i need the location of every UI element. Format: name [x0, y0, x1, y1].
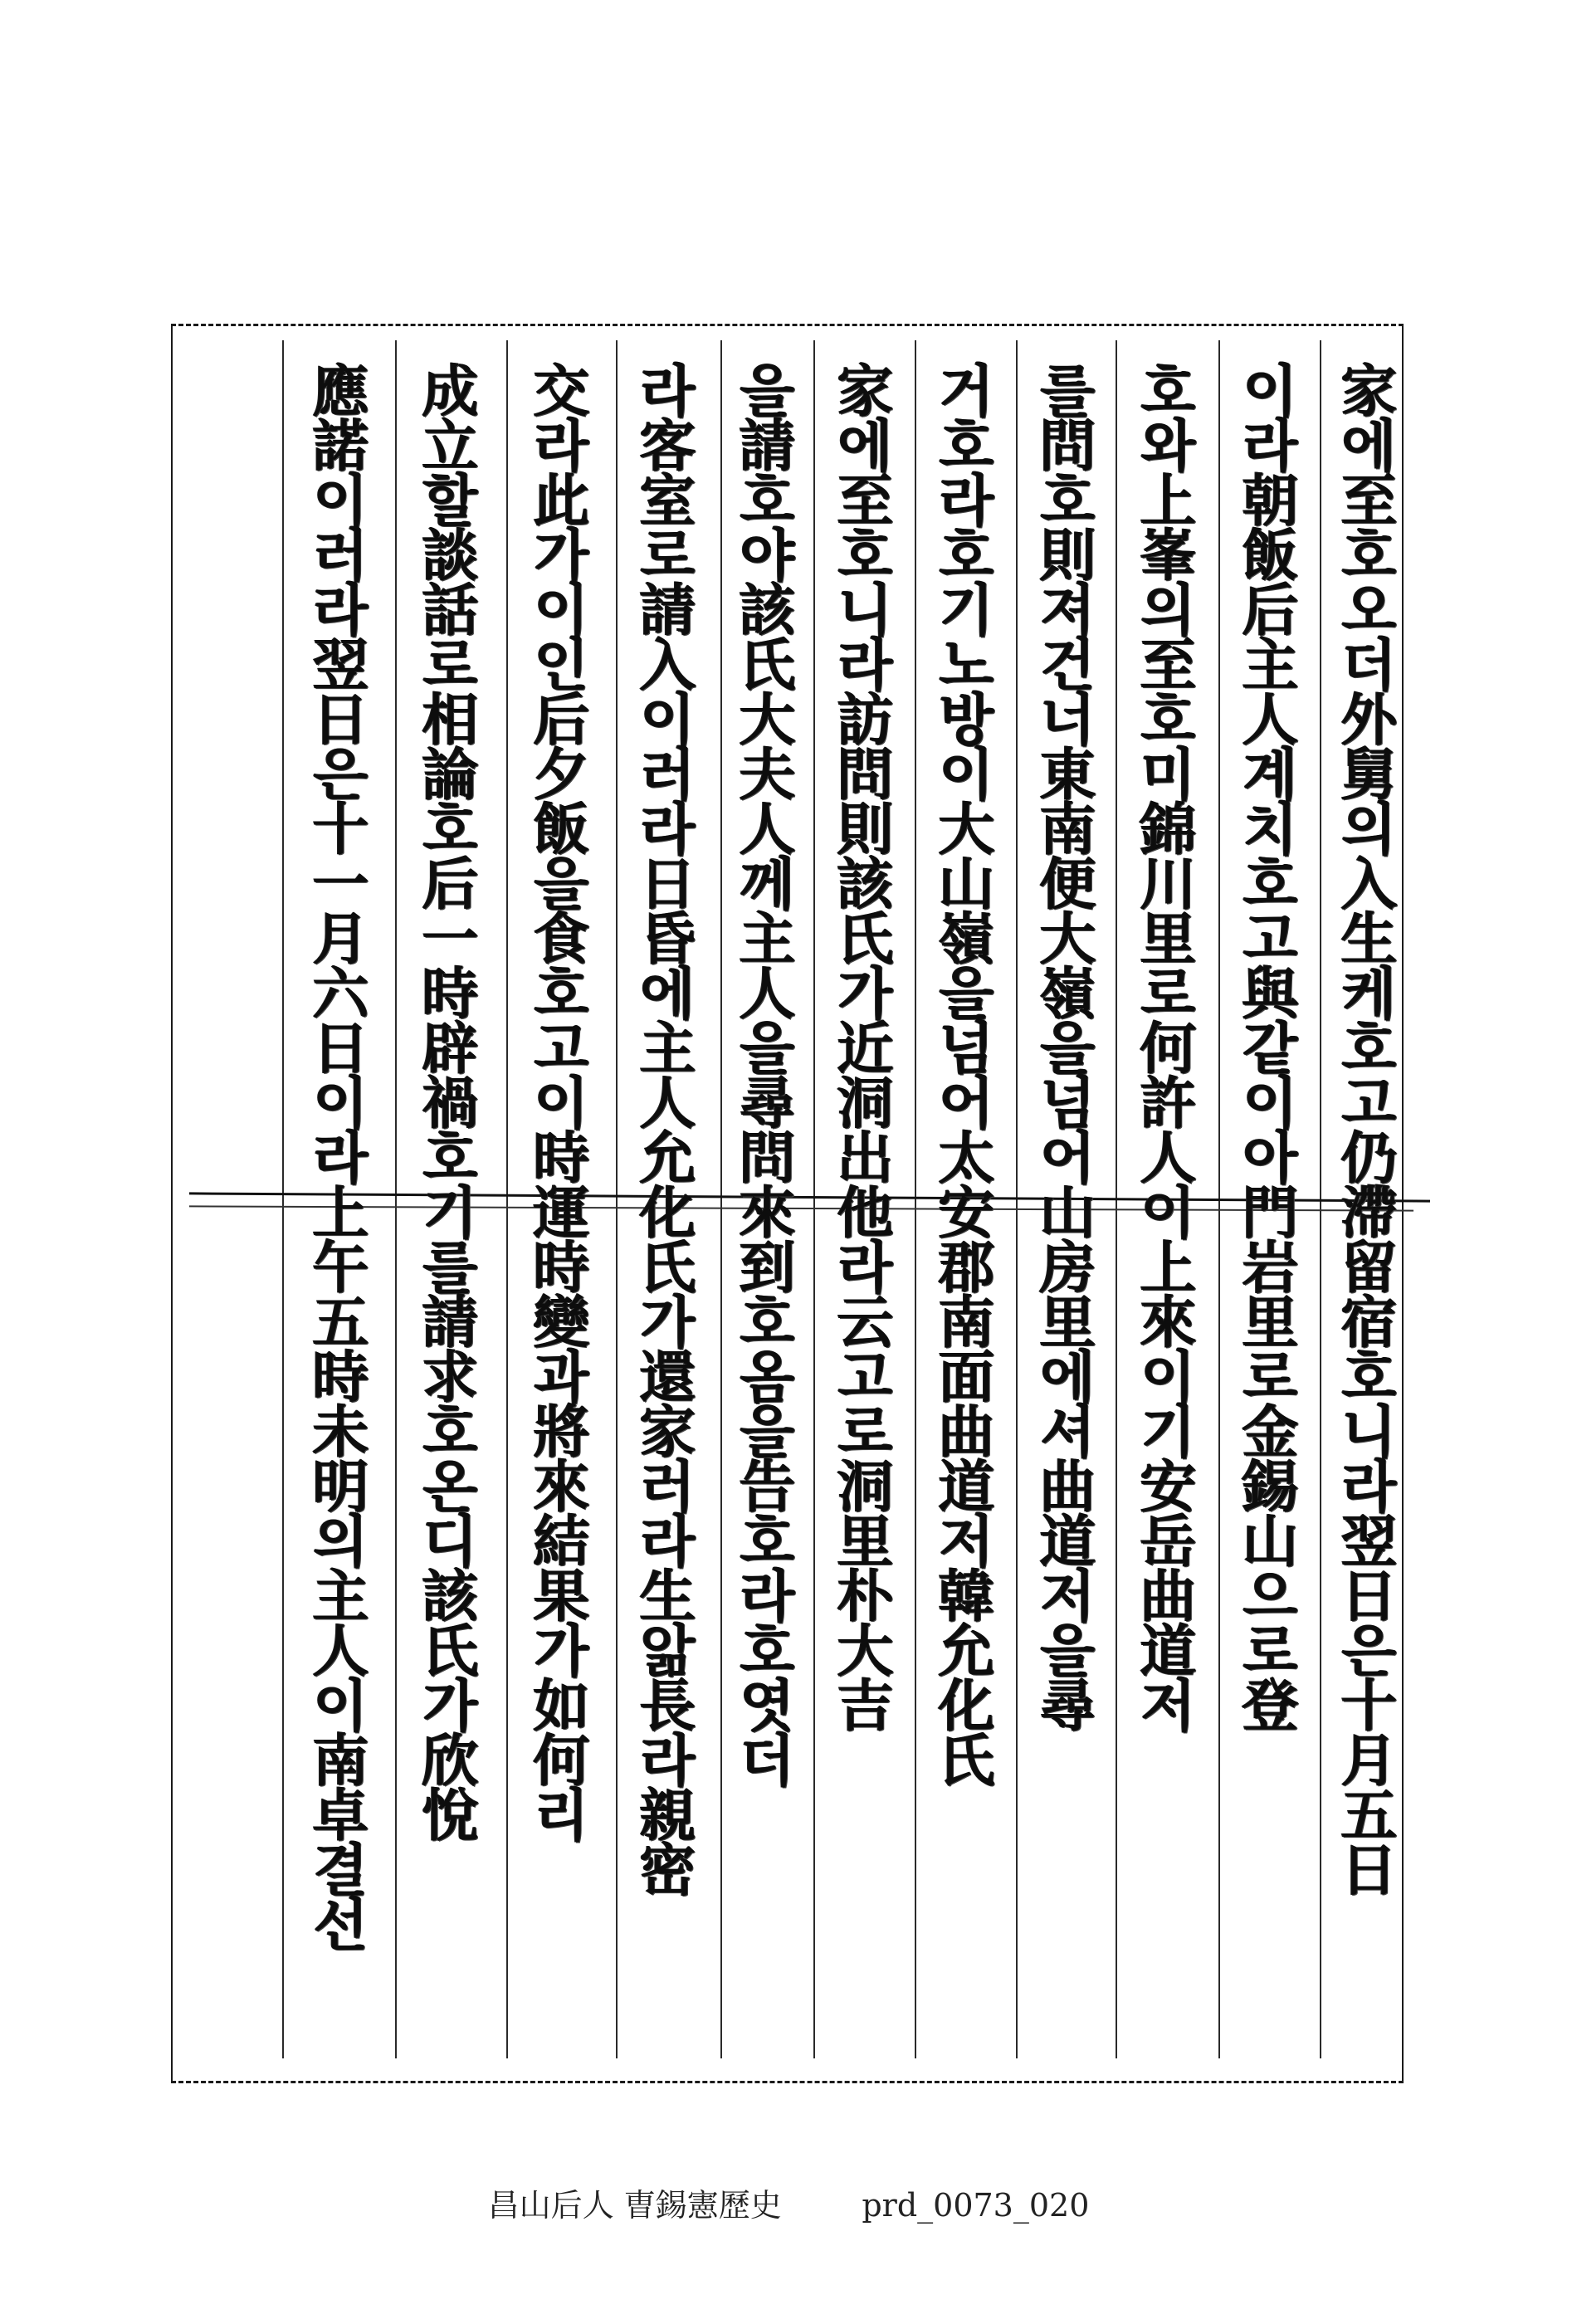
text-column-9: 交라此가이인后夕飯을食호고이時運時變과將來結果가如何리 — [524, 361, 590, 1840]
text-column-11: 應諾이러라翌日은十一月六日이라上午五時未明의主人이南卓결선 — [303, 361, 369, 1950]
text-column-5: 거호라호기노방이大山嶺을넘어太安郡南面曲道저韓允化氏 — [929, 361, 995, 1785]
page-caption: 昌山后人 曺錫憲歷史 prd_0073_020 — [487, 2187, 1090, 2224]
column-rule — [282, 340, 284, 2058]
text-column-4: 를問호則져건너東南便大嶺을넘어山房里에셔曲道저을尋 — [1030, 361, 1096, 1731]
text-column-7: 을請호야該氏大夫人께主人을尋問來到호옴을告호라호엿더 — [730, 361, 796, 1785]
text-column-3: 호와上峯의至호미錦川里로何許人이上來이기安岳曲道저 — [1130, 361, 1197, 1731]
text-column-8: 라客室로請入이러라日昏에主人允化氏가還家러라生앎長라親密 — [630, 361, 696, 1895]
text-column-1: 家에至호오더外舅의入生케호고仍滯留宿호니라翌日은十月五日 — [1331, 361, 1398, 1895]
text-column-2: 이라朝飯后主人계치호고與같이아門岩里로金錫山으로登 — [1233, 361, 1299, 1731]
text-column-6: 家에至호니라訪問則該氏가近洞出他라云고로洞里朴大吉 — [828, 361, 894, 1731]
text-column-10: 成立할談話로相論호后一時辟禍호기를請求호온디該氏가欣悅 — [413, 361, 479, 1840]
